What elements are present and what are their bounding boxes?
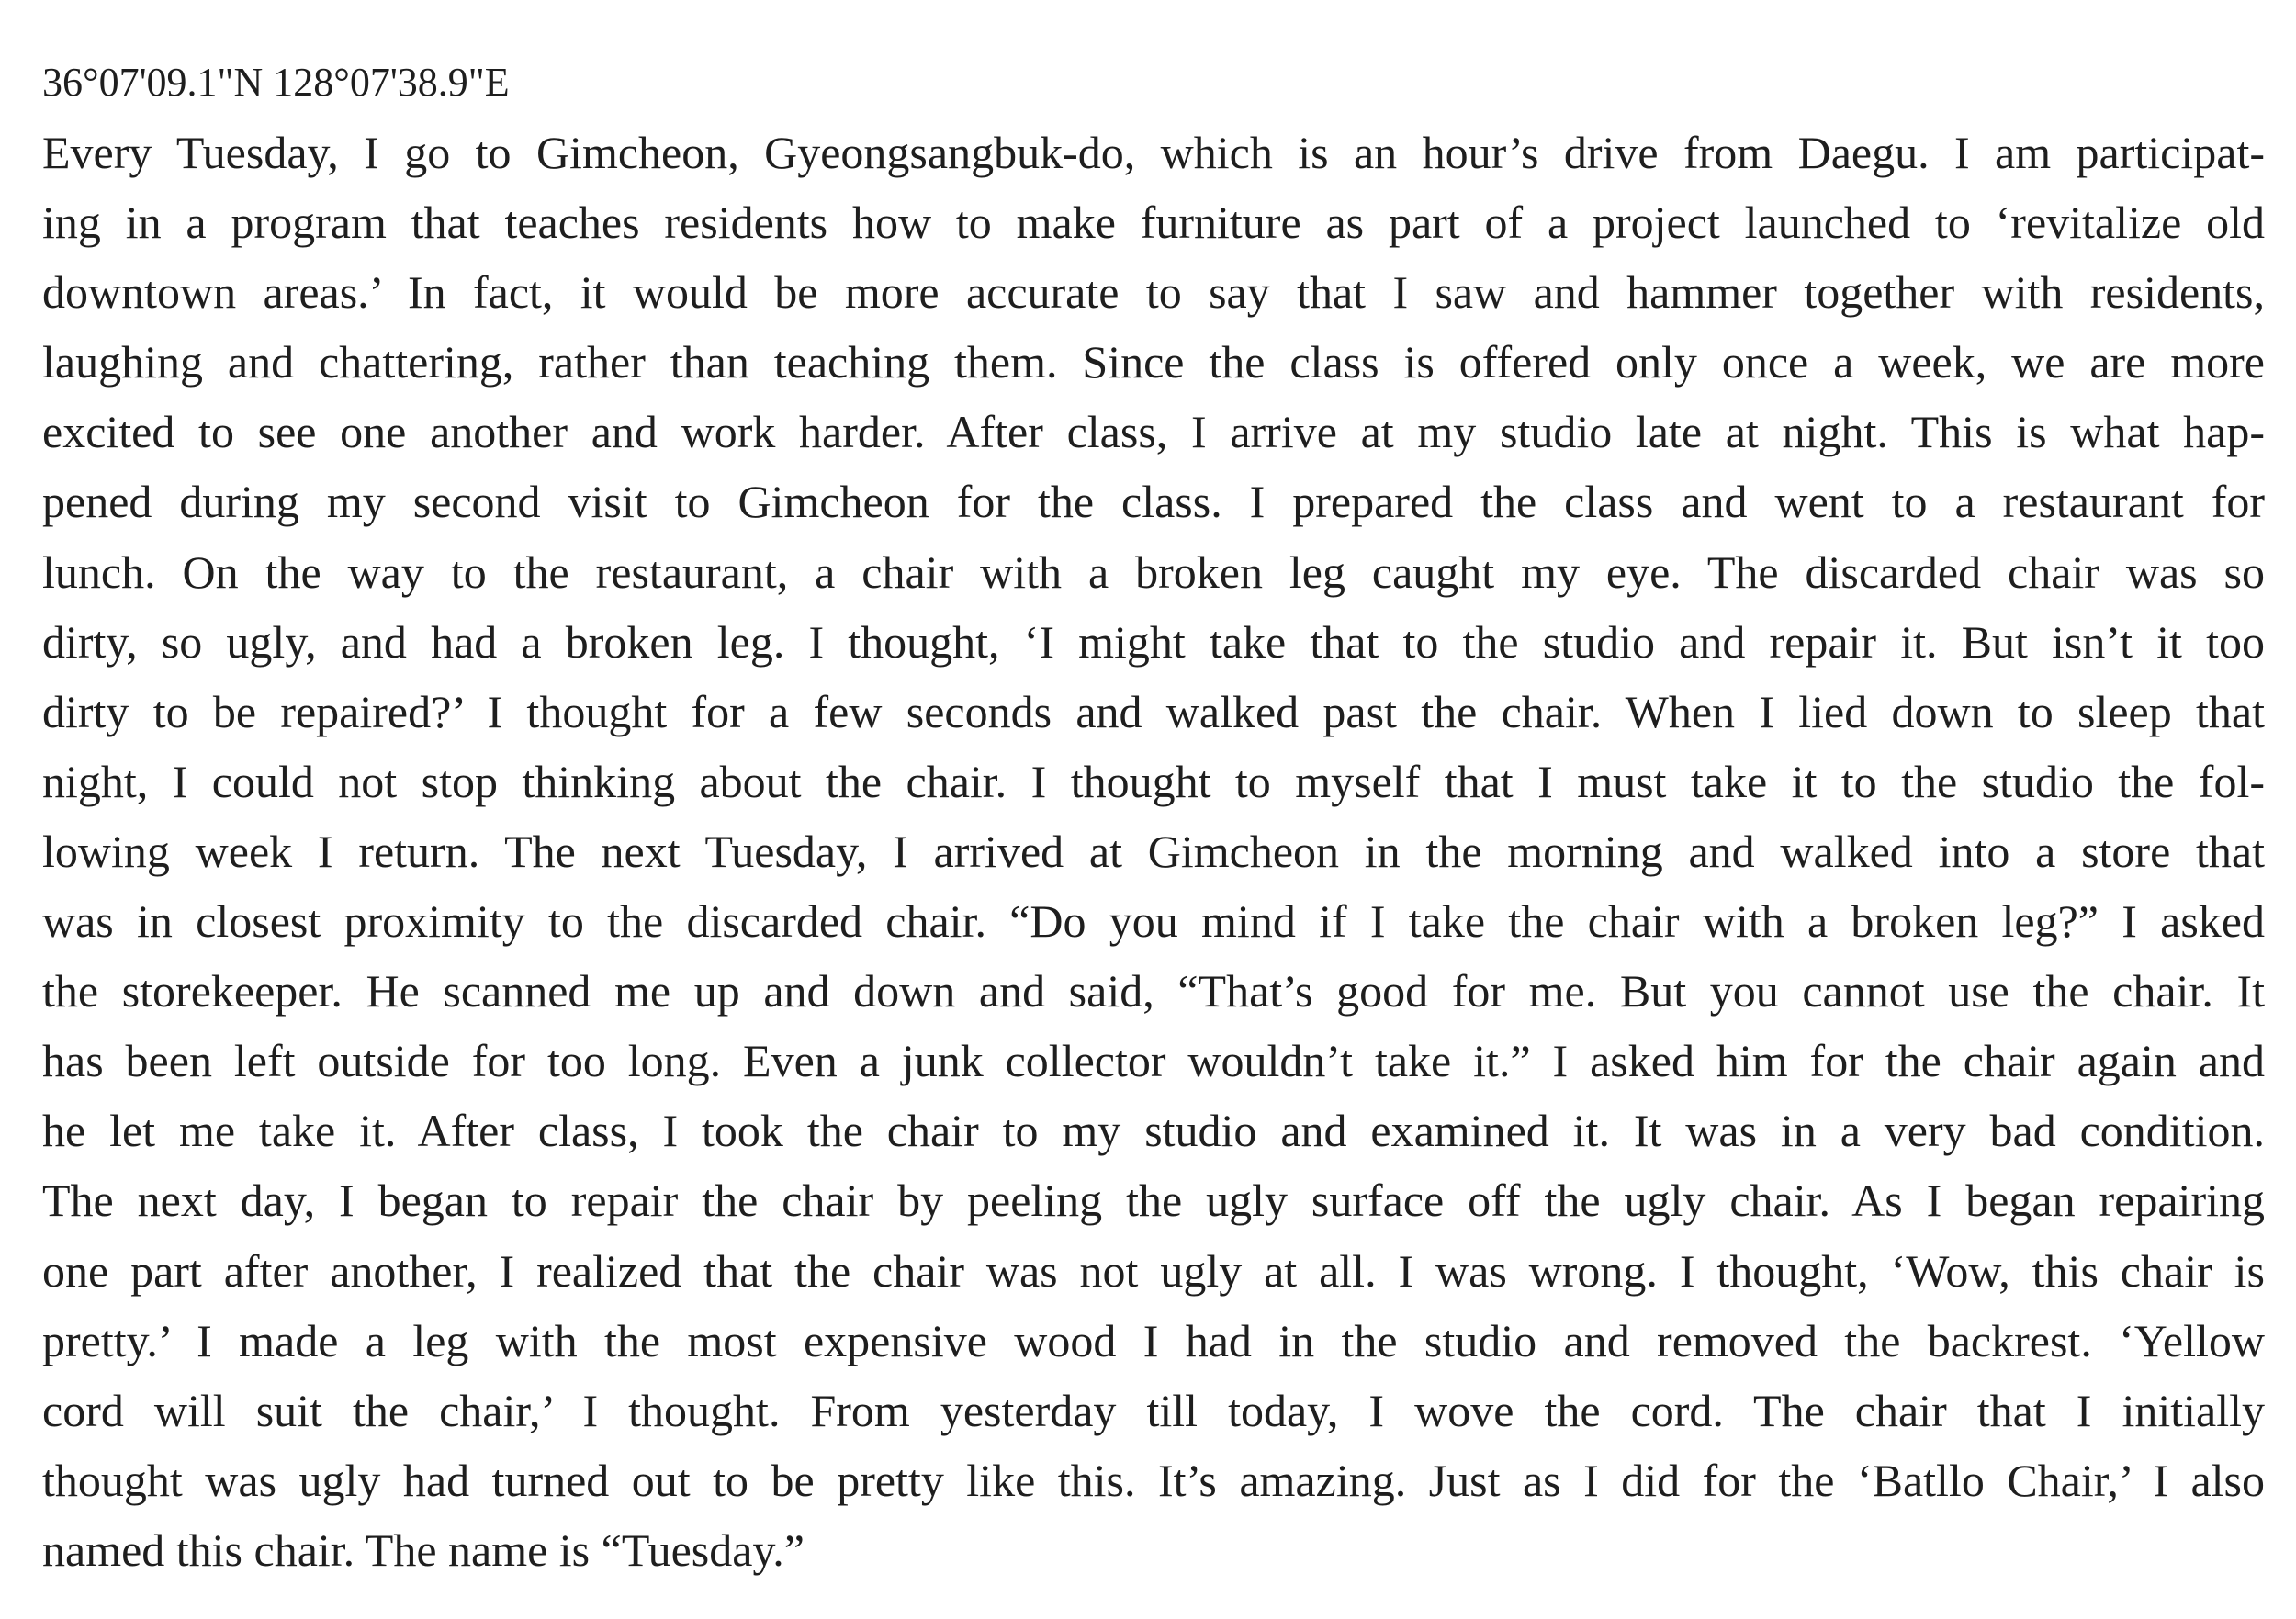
text-line: laughing and chattering, rather than teaching them. Since the class is offered only once a week, we are more	[42, 336, 2265, 388]
document-page	[42, 48, 2265, 1585]
body-paragraph	[42, 118, 2265, 1585]
text-line: was in closest proximity to the discarded chair. “Do you mind if I take the chair with a broken leg?” I asked	[42, 895, 2265, 948]
text-line: night, I could not stop thinking about the chair. I thought to myself that I must take it to the studio the fol-	[42, 755, 2265, 807]
text-line: excited to see one another and work harder. After class, I arrive at my studio late at night. This is what hap-	[42, 406, 2265, 458]
text-line: thought was ugly had turned out to be pretty like this. It’s amazing. Just as I did for the ‘Batllo Chair,’ I also	[42, 1454, 2265, 1506]
text-line: lunch. On the way to the restaurant, a chair with a broken leg caught my eye. The discarded chair was so	[42, 545, 2265, 598]
text-line: downtown areas.’ In fact, it would be more accurate to say that I saw and hammer together with residents,	[42, 266, 2265, 319]
text-line: one part after another, I realized that the chair was not ugly at all. I was wrong. I thought, ‘Wow, this chair is	[42, 1244, 2265, 1297]
text-line: dirty to be repaired?’ I thought for a few seconds and walked past the chair. When I lied down to sleep that	[42, 685, 2265, 737]
text-line: ing in a program that teaches residents how to make furniture as part of a project launched to ‘revitalize old	[42, 197, 2265, 249]
text-line: The next day, I began to repair the chair by peeling the ugly surface off the ugly chair. As I began repairing	[42, 1175, 2265, 1227]
text-line: pretty.’ I made a leg with the most expensive wood I had in the studio and removed the backrest. ‘Yellow	[42, 1314, 2265, 1366]
text-line: dirty, so ugly, and had a broken leg. I thought, ‘I might take that to the studio and repair it. But isn’t it too	[42, 615, 2265, 668]
text-line: he let me take it. After class, I took the chair to my studio and examined it. It was in a very bad condition.	[42, 1105, 2265, 1157]
text-line: Every Tuesday, I go to Gimcheon, Gyeongsangbuk-do, which is an hour’s drive from Daegu. I am participat-	[42, 127, 2265, 178]
text-line: the storekeeper. He scanned me up and down and said, “That’s good for me. But you cannot use the chair. It	[42, 965, 2265, 1017]
text-line: pened during my second visit to Gimcheon for the class. I prepared the class and went to a restaurant for	[42, 476, 2265, 528]
text-line: lowing week I return. The next Tuesday, I arrived at Gimcheon in the morning and walked into a store that	[42, 825, 2265, 877]
text-line: cord will suit the chair,’ I thought. From yesterday till today, I wove the cord. The chair that I initially	[42, 1384, 2265, 1436]
gps-coordinates: 36°07'09.1"N 128°07'38.9"E	[42, 60, 510, 105]
text-line: has been left outside for too long. Even a junk collector wouldn’t take it.” I asked him for the chair again and	[42, 1035, 2265, 1087]
text-line: named this chair. The name is “Tuesday.”	[42, 1523, 805, 1576]
